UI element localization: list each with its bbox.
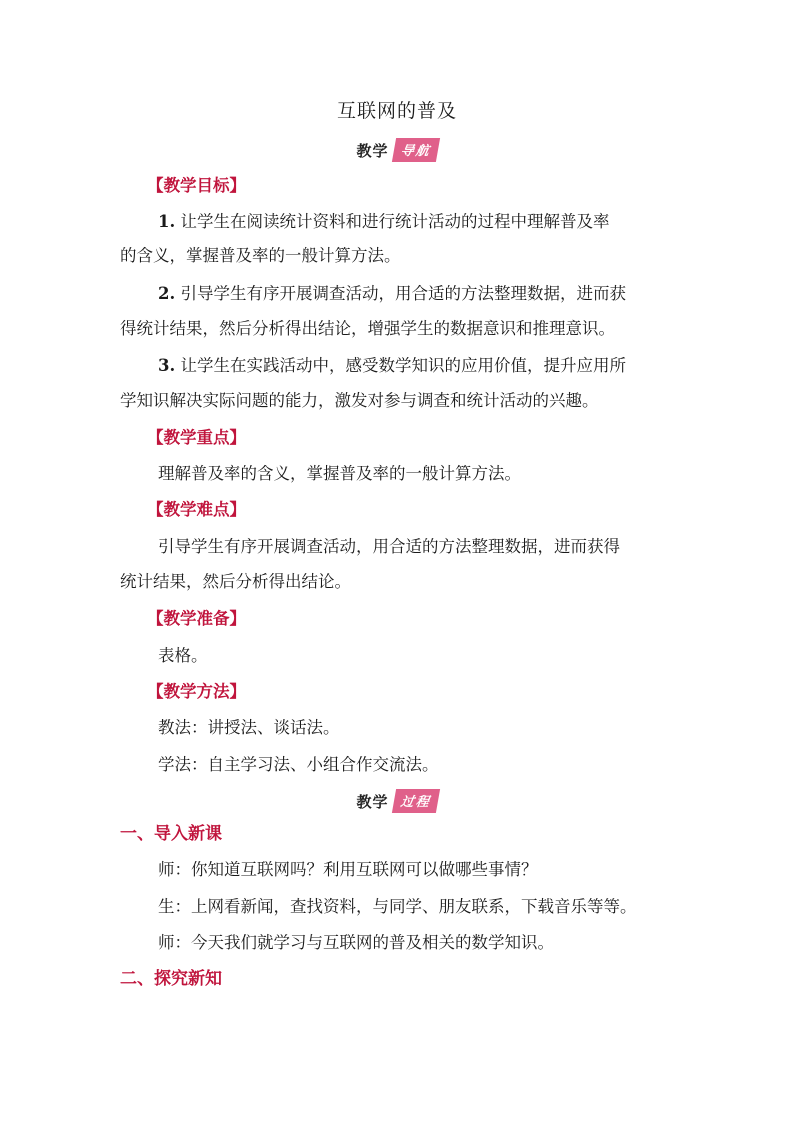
difficulties-line-2: 统计结果，然后分析得出结论。 [120,572,351,591]
objective-2-line-1 [158,284,626,304]
section-1-line-2: 生：上网看新闻，查找资料，与同学、朋友联系，下载音乐等等。 [158,897,637,916]
section-banner-process [0,789,794,813]
key-points-text: 理解普及率的含义，掌握普及率的一般计算方法。 [158,464,521,483]
section-1-line-1: 师：你知道互联网吗？利用互联网可以做哪些事情？ [158,860,538,879]
teaching-method-text: 教法：讲授法、谈话法。 [158,718,340,737]
banner-tag: 过程 [391,789,439,813]
learning-method-text: 学法：自主学习法、小组合作交流法。 [158,755,439,774]
key-points-heading: 【教学重点】 [147,428,246,447]
objective-3-line-2: 学知识解决实际问题的能力，激发对参与调查和统计活动的兴趣。 [120,391,599,410]
section-1-heading: 一、导入新课 [120,824,222,844]
banner-tag: 导航 [391,138,439,162]
objective-1-text: 让学生在阅读统计资料和进行统计活动的过程中理解普及率 [175,212,610,231]
methods-heading: 【教学方法】 [147,682,246,701]
section-2-heading: 二、探究新知 [120,969,222,989]
objective-3-text: 让学生在实践活动中，感受数学知识的应用价值，提升应用所 [175,356,626,375]
page-title: 互联网的普及 [336,100,457,122]
objective-1-line-1 [158,212,609,232]
objective-2-text: 引导学生有序开展调查活动，用合适的方法整理数据，进而获 [175,284,626,303]
objectives-heading: 【教学目标】 [147,176,246,195]
preparation-heading: 【教学准备】 [147,609,246,628]
objective-2-number: 2. [158,284,176,303]
objective-1-line-2: 的含义，掌握普及率的一般计算方法。 [120,246,401,265]
preparation-text: 表格。 [158,646,208,665]
section-1-line-3: 师：今天我们就学习与互联网的普及相关的数学知识。 [158,933,554,952]
objective-3-number: 3. [158,356,176,375]
objective-3-line-1 [158,356,626,376]
objective-1-number: 1. [158,212,176,231]
section-banner-guide [0,138,794,162]
banner-plain-text: 教学 [356,792,389,811]
difficulties-line-1: 引导学生有序开展调查活动，用合适的方法整理数据，进而获得 [158,537,620,556]
banner-plain-text: 教学 [356,141,389,160]
objective-2-line-2: 得统计结果，然后分析得出结论，增强学生的数据意识和推理意识。 [120,319,615,338]
difficulties-heading: 【教学难点】 [147,500,246,519]
